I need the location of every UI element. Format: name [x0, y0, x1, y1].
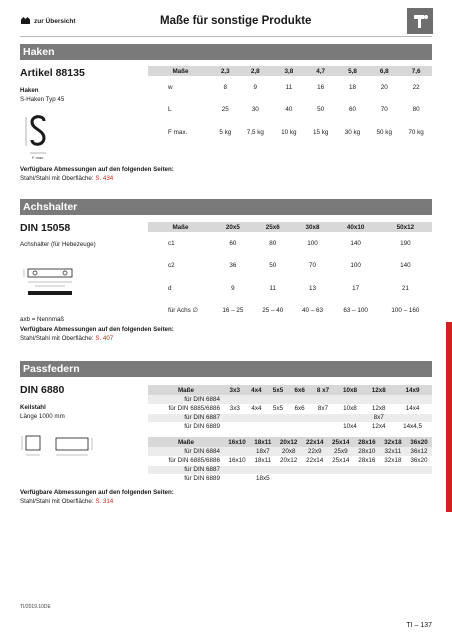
haken-table — [148, 66, 432, 144]
table-cell: 22x9 — [302, 447, 328, 456]
s-hook-drawing — [24, 113, 54, 161]
table-cell: 140 — [400, 262, 411, 270]
table-cell — [406, 465, 432, 474]
table-row — [148, 76, 432, 99]
header-cell: 30x8 — [293, 222, 333, 232]
table-cell — [224, 413, 246, 422]
table-cell: 8 — [223, 83, 228, 91]
row-label: für DIN 6889 — [148, 422, 224, 431]
table-row — [148, 121, 432, 144]
table-cell: 70 kg — [408, 128, 424, 136]
article-number: Artikel 88135 — [20, 67, 85, 79]
table-cell — [336, 413, 365, 422]
table-cell — [267, 395, 289, 404]
table-cell: 10x8 — [336, 404, 365, 413]
nominal-size-note: axb = Nennmaß — [20, 316, 65, 323]
table-cell: 10 kg — [281, 128, 297, 136]
table-cell: 25 – 40 — [262, 307, 284, 315]
back-label: zur Übersicht — [34, 18, 76, 25]
table-cell: 17 — [352, 284, 360, 292]
table-cell — [310, 395, 335, 404]
section-haken: Haken — [20, 44, 432, 60]
header-cell: 8 x7 — [310, 385, 335, 395]
table-cell: 70 — [380, 106, 388, 114]
table-cell — [354, 474, 380, 483]
page-number: TI – 137 — [406, 622, 432, 629]
table-cell — [310, 413, 335, 422]
table-cell: 60 — [229, 239, 237, 247]
table-cell: 5x5 — [267, 404, 289, 413]
table-cell — [380, 474, 406, 483]
table-row — [148, 404, 432, 413]
availability-note — [20, 326, 174, 343]
header-cell: 28x16 — [354, 437, 380, 447]
header-cell: 36x20 — [406, 437, 432, 447]
passfedern-table-2 — [148, 437, 432, 484]
table-cell: 80 — [412, 106, 420, 114]
table-cell: 3x3 — [224, 404, 246, 413]
availability-title: Verfügbare Abmessungen auf den folgenden Seiten: — [20, 326, 174, 333]
row-label: für DIN 6887 — [148, 465, 224, 474]
table-cell — [246, 413, 268, 422]
table-cell: 50 kg — [376, 128, 392, 136]
table-cell: 8x7 — [364, 413, 393, 422]
table-cell — [276, 465, 302, 474]
fmax-label: F max. — [32, 155, 45, 160]
table-cell: 25x9 — [328, 447, 354, 456]
header-cell: 6x6 — [289, 385, 311, 395]
document-id: TI/2019.10DE — [20, 604, 51, 610]
table-cell — [246, 395, 268, 404]
table-cell: 100 — [307, 239, 318, 247]
table-cell: 9 — [231, 284, 235, 292]
header-cell: 20x12 — [276, 437, 302, 447]
back-to-overview-link[interactable] — [20, 16, 76, 25]
table-cell: 14x4 — [393, 404, 432, 413]
header-cell: 25x6 — [253, 222, 293, 232]
table-cell: 63 – 100 — [343, 307, 368, 315]
row-label: für DIN 6885/6886 — [148, 404, 224, 413]
table-cell: 21 — [401, 284, 409, 292]
table-cell — [267, 413, 289, 422]
table-cell: 20x8 — [276, 447, 302, 456]
row-label: für DIN 6889 — [148, 474, 224, 483]
table-row — [148, 465, 432, 474]
table-cell — [328, 474, 354, 483]
table-cell: 16 — [317, 83, 325, 91]
table-row — [148, 413, 432, 422]
section-passfedern: Passfedern — [20, 361, 432, 377]
table-cell: 9 — [253, 83, 258, 91]
availability-title: Verfügbare Abmessungen auf den folgenden Seiten: — [20, 166, 174, 173]
table-cell: 25x14 — [328, 456, 354, 465]
header-rule — [20, 36, 432, 37]
table-row — [148, 255, 432, 278]
header-cell: 5x5 — [267, 385, 289, 395]
header-cell: 5,8 — [337, 66, 369, 76]
page-header — [20, 8, 432, 34]
table-cell — [393, 413, 432, 422]
table-cell — [276, 474, 302, 483]
header-cell: 6,8 — [368, 66, 400, 76]
passfedern-table-1 — [148, 385, 432, 432]
header-cell: 7,6 — [400, 66, 432, 76]
table-row — [148, 300, 432, 323]
brand-logo — [407, 8, 433, 34]
header-cell: 32x18 — [380, 437, 406, 447]
page-title: Maße für sonstige Produkte — [160, 15, 312, 27]
table-cell: 20x12 — [276, 456, 302, 465]
table-header-row — [148, 66, 432, 76]
table-cell: 18 — [348, 83, 356, 91]
table-cell: 15 kg — [312, 128, 329, 136]
table-cell — [250, 465, 276, 474]
hammer-icon — [410, 11, 430, 31]
table-cell: 5 kg — [219, 128, 232, 136]
house-icon — [20, 16, 31, 25]
table-cell — [364, 395, 393, 404]
table-cell: 30 kg — [344, 128, 361, 136]
table-cell: 10x4 — [336, 422, 365, 431]
table-cell — [224, 395, 246, 404]
table-cell: 12x8 — [364, 404, 393, 413]
table-cell — [354, 465, 380, 474]
table-cell — [224, 474, 250, 483]
row-label: für DIN 6887 — [148, 413, 224, 422]
table-cell: 70 — [309, 262, 317, 270]
table-header-row — [148, 437, 432, 447]
table-cell: 32x18 — [380, 456, 406, 465]
header-cell: 4,7 — [305, 66, 337, 76]
row-label: F max. — [168, 128, 188, 136]
axle-holder-drawing — [22, 262, 80, 302]
table-cell — [289, 413, 311, 422]
header-cell: 40x10 — [332, 222, 378, 232]
header-cell: 2,8 — [238, 66, 273, 76]
header-cell: 10x8 — [336, 385, 365, 395]
availability-title: Verfügbare Abmessungen auf den folgenden Seiten: — [20, 489, 174, 496]
article-number: DIN 6880 — [20, 384, 65, 396]
header-cell: 18x11 — [250, 437, 276, 447]
table-cell: 6x6 — [289, 404, 311, 413]
row-label: w — [168, 83, 173, 91]
table-cell — [267, 422, 289, 431]
table-row — [148, 99, 432, 122]
header-cell: Maße — [148, 66, 213, 76]
table-cell: 11 — [285, 83, 293, 91]
page-reference-link[interactable]: S. 314 — [95, 497, 114, 505]
table-cell: 12x4 — [364, 422, 393, 431]
table-cell — [328, 465, 354, 474]
table-cell: 25 — [221, 106, 229, 114]
table-header-row — [148, 222, 432, 232]
table-cell — [302, 465, 328, 474]
table-cell: 13 — [309, 284, 317, 292]
header-cell: 22x14 — [302, 437, 328, 447]
row-label: c2 — [168, 262, 175, 270]
table-row — [148, 456, 432, 465]
table-cell: 22 — [412, 83, 420, 91]
product-description — [20, 86, 64, 104]
key-steel-drawing — [20, 430, 96, 460]
table-cell: 140 — [350, 239, 361, 247]
table-cell — [406, 474, 432, 483]
table-cell: 50 — [317, 106, 325, 114]
table-cell — [289, 422, 311, 431]
availability-text: Stahl/Stahl mit Oberfläche: — [20, 497, 96, 505]
table-row — [148, 395, 432, 404]
table-cell: 8x7 — [310, 404, 335, 413]
table-row — [148, 422, 432, 431]
header-cell: 3,8 — [273, 66, 305, 76]
achshalter-table — [148, 222, 432, 322]
table-cell: 36x12 — [406, 447, 432, 456]
header-cell: 20x5 — [213, 222, 253, 232]
table-cell: 30 — [251, 106, 259, 114]
header-cell: 16x10 — [224, 437, 250, 447]
table-cell — [224, 447, 250, 456]
header-cell: 4x4 — [246, 385, 268, 395]
product-name: Keilstahl — [20, 404, 46, 411]
table-cell — [393, 395, 432, 404]
table-cell: 190 — [400, 239, 411, 247]
article-number: DIN 15058 — [20, 222, 71, 234]
table-row — [148, 447, 432, 456]
table-cell: 36 — [229, 262, 237, 270]
table-cell: 80 — [269, 239, 277, 247]
table-cell — [224, 422, 246, 431]
table-cell: 20 — [380, 83, 388, 91]
table-cell — [246, 422, 268, 431]
table-cell — [224, 465, 250, 474]
table-cell: 28x10 — [354, 447, 380, 456]
availability-note — [20, 166, 174, 183]
header-cell: 25x14 — [328, 437, 354, 447]
page-reference-link[interactable]: S. 434 — [95, 174, 114, 182]
table-cell: 40 — [285, 106, 293, 114]
product-name: Haken — [20, 87, 39, 94]
row-label: c1 — [168, 239, 175, 247]
table-cell: 14x4,5 — [393, 422, 432, 431]
header-cell: Maße — [148, 222, 213, 232]
table-cell: 18x5 — [250, 474, 276, 483]
availability-text: Stahl/Stahl mit Oberfläche: — [20, 334, 96, 342]
header-cell: 2,3 — [213, 66, 238, 76]
table-cell: 50 — [269, 262, 277, 270]
table-header-row — [148, 385, 432, 395]
row-label: für DIN 6884 — [148, 447, 224, 456]
product-name: Achshalter (für Hebezeuge) — [20, 241, 96, 248]
row-label: für DIN 6884 — [148, 395, 224, 404]
edge-tab-marker — [446, 322, 452, 512]
table-cell: 36x20 — [406, 456, 432, 465]
header-cell: 14x9 — [393, 385, 432, 395]
table-cell — [289, 395, 311, 404]
row-label: d — [168, 284, 172, 292]
table-row — [148, 277, 432, 300]
table-row — [148, 474, 432, 483]
table-cell: 16 – 25 — [222, 307, 244, 315]
table-cell: 18x7 — [250, 447, 276, 456]
header-cell: 3x3 — [224, 385, 246, 395]
availability-text: Stahl/Stahl mit Oberfläche: — [20, 174, 96, 182]
table-cell: 11 — [269, 284, 276, 292]
product-subtitle: Länge 1000 mm — [20, 413, 65, 420]
row-label: für Achs ∅ — [168, 307, 198, 315]
table-cell: 16x10 — [224, 456, 250, 465]
table-cell: 60 — [348, 106, 356, 114]
row-label: für DIN 6885/6886 — [148, 456, 224, 465]
table-cell — [336, 395, 365, 404]
table-cell: 100 – 160 — [391, 307, 420, 315]
table-cell: 100 — [350, 262, 361, 270]
table-cell: 28x16 — [354, 456, 380, 465]
header-cell: 50x12 — [379, 222, 432, 232]
table-row — [148, 232, 432, 255]
table-cell: 18x11 — [250, 456, 276, 465]
availability-note — [20, 489, 174, 506]
header-cell: Maße — [148, 385, 224, 395]
table-cell: 4x4 — [246, 404, 268, 413]
section-achshalter: Achshalter — [20, 199, 432, 215]
table-cell — [302, 474, 328, 483]
table-cell: 40 – 63 — [302, 307, 324, 315]
header-cell: 12x8 — [364, 385, 393, 395]
product-subtitle: S-Haken Typ 45 — [20, 96, 65, 103]
page-reference-link[interactable]: S. 407 — [95, 334, 114, 342]
row-label: L — [168, 106, 172, 114]
table-cell: 7,5 kg — [246, 128, 264, 136]
table-cell: 32x11 — [380, 447, 406, 456]
table-cell: 22x14 — [302, 456, 328, 465]
product-description — [20, 403, 65, 421]
table-cell — [310, 422, 335, 431]
table-cell — [380, 465, 406, 474]
header-cell: Maße — [148, 437, 224, 447]
